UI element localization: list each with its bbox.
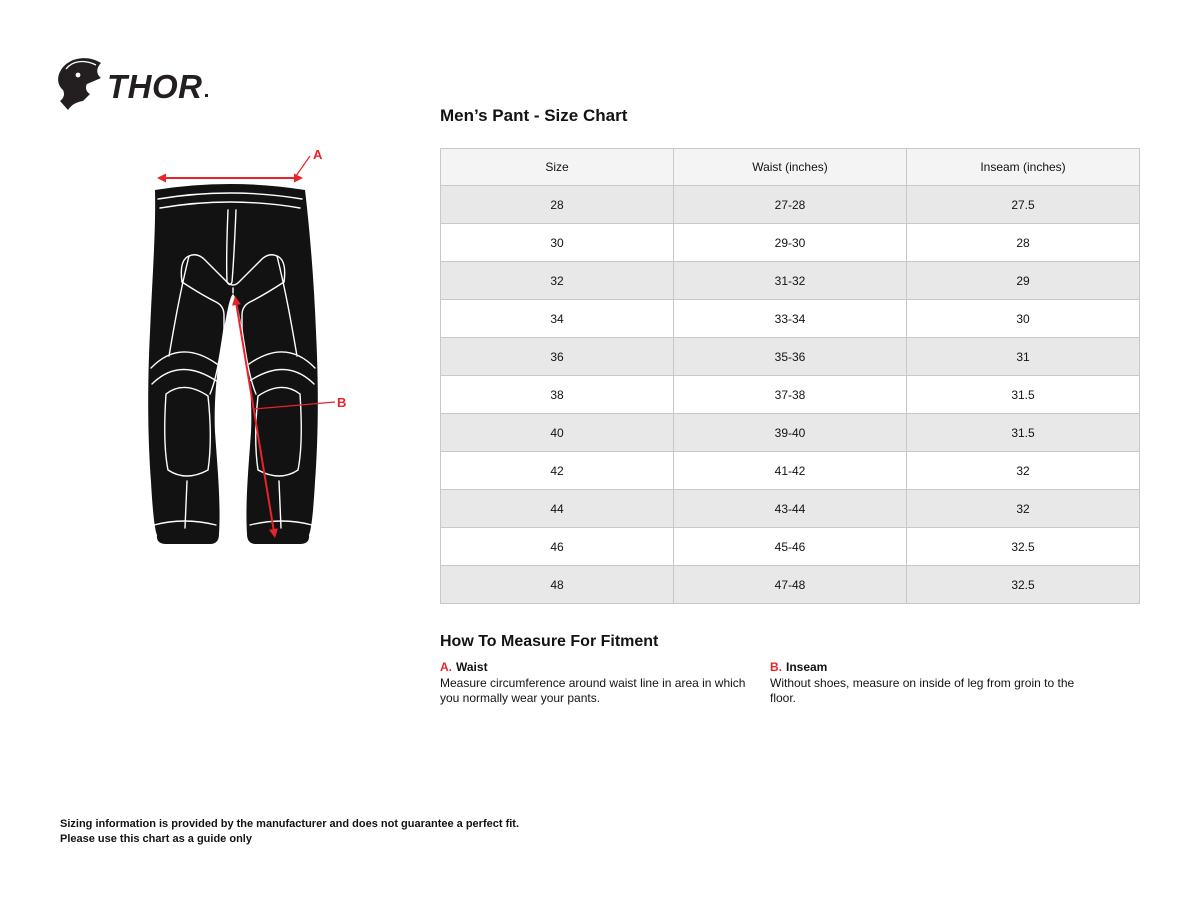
cell-inseam: 28 [907, 224, 1140, 262]
cell-size: 44 [441, 490, 674, 528]
table-row [441, 566, 1140, 604]
cell-inseam: 32 [907, 490, 1140, 528]
cell-inseam: 32.5 [907, 566, 1140, 604]
cell-inseam: 31.5 [907, 414, 1140, 452]
measure-inseam-text: Without shoes, measure on inside of leg from groin to the floor. [770, 676, 1075, 705]
cell-waist: 43-44 [674, 490, 907, 528]
table-row [441, 338, 1140, 376]
table-header-row [441, 149, 1140, 186]
cell-size: 48 [441, 566, 674, 604]
wordmark-dot [205, 94, 208, 97]
cell-inseam: 31 [907, 338, 1140, 376]
page-title: Men’s Pant - Size Chart [440, 106, 628, 125]
measure-inseam-label [770, 660, 1100, 674]
table-row [441, 452, 1140, 490]
measure-inseam-key: B. [770, 660, 782, 674]
pants-diagram-svg [128, 132, 388, 557]
cell-waist: 31-32 [674, 262, 907, 300]
table-row [441, 376, 1140, 414]
cell-size: 30 [441, 224, 674, 262]
cell-waist: 27-28 [674, 186, 907, 224]
pants-silhouette [148, 184, 318, 544]
cell-inseam: 29 [907, 262, 1140, 300]
cell-waist: 37-38 [674, 376, 907, 414]
cell-waist: 47-48 [674, 566, 907, 604]
cell-waist: 41-42 [674, 452, 907, 490]
sizing-disclaimer [60, 817, 519, 847]
cell-size: 34 [441, 300, 674, 338]
table-row [441, 224, 1140, 262]
cell-inseam: 30 [907, 300, 1140, 338]
cell-waist: 45-46 [674, 528, 907, 566]
table-row [441, 186, 1140, 224]
waist-label-a: A [313, 147, 323, 162]
cell-waist: 39-40 [674, 414, 907, 452]
disclaimer-line-2: Please use this chart as a guide only [60, 832, 252, 845]
cell-size: 36 [441, 338, 674, 376]
waist-measure-arrow [157, 147, 323, 183]
size-chart-table [440, 148, 1140, 604]
measure-waist-key: A. [440, 660, 452, 674]
cell-size: 40 [441, 414, 674, 452]
thor-goat-icon [58, 58, 101, 110]
measure-waist-label [440, 660, 770, 674]
inseam-label-b: B [337, 395, 347, 410]
cell-waist: 33-34 [674, 300, 907, 338]
cell-size: 32 [441, 262, 674, 300]
table-row [441, 300, 1140, 338]
disclaimer-line-1: Sizing information is provided by the manufacturer and does not guarantee a perfect fit. [60, 818, 520, 830]
thor-logo [55, 56, 215, 112]
measure-instruction-inseam [770, 660, 1100, 705]
measure-inseam-title: Inseam [786, 660, 828, 674]
measure-waist-text: Measure circumference around waist line in area in which you normally wear your pants. [440, 676, 746, 705]
thor-logo-svg [55, 56, 215, 112]
cell-inseam: 27.5 [907, 186, 1140, 224]
cell-waist: 35-36 [674, 338, 907, 376]
column-header-waist: Waist (inches) [674, 149, 907, 186]
table-row [441, 490, 1140, 528]
table-row [441, 262, 1140, 300]
cell-size: 38 [441, 376, 674, 414]
measure-instruction-waist [440, 660, 770, 705]
cell-size: 42 [441, 452, 674, 490]
pants-measurement-diagram [128, 132, 388, 557]
cell-waist: 29-30 [674, 224, 907, 262]
thor-wordmark [107, 68, 208, 105]
how-to-measure-columns [440, 660, 1140, 705]
brand-name: THOR [107, 68, 203, 105]
table-row [441, 528, 1140, 566]
cell-size: 28 [441, 186, 674, 224]
cell-inseam: 31.5 [907, 376, 1140, 414]
table-row [441, 414, 1140, 452]
how-to-measure-heading: How To Measure For Fitment [440, 633, 659, 650]
column-header-size: Size [441, 149, 674, 186]
cell-inseam: 32 [907, 452, 1140, 490]
cell-inseam: 32.5 [907, 528, 1140, 566]
cell-size: 46 [441, 528, 674, 566]
column-header-inseam: Inseam (inches) [907, 149, 1140, 186]
measure-waist-title: Waist [456, 660, 488, 674]
